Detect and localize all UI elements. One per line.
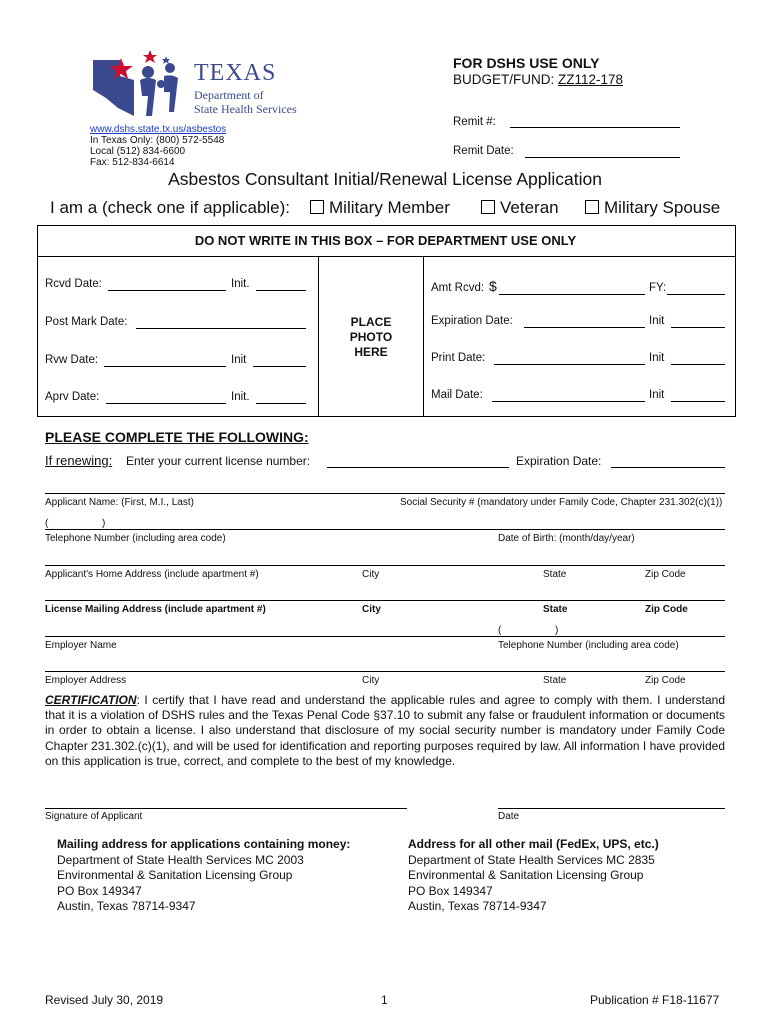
post-mark-field[interactable]: [136, 328, 306, 329]
photo-label-3: HERE: [354, 345, 388, 359]
photo-label-2: PHOTO: [349, 330, 393, 344]
expiration-date-field[interactable]: [524, 327, 645, 328]
mail-other-line: Department of State Health Services MC 2835: [408, 852, 655, 867]
aprv-init-field[interactable]: [256, 403, 306, 404]
mailing-city-label: City: [362, 604, 381, 615]
dshs-use-title: FOR DSHS USE ONLY: [453, 55, 600, 71]
employer-state-label: State: [543, 675, 567, 686]
employer-address-field[interactable]: [45, 671, 725, 672]
rcvd-date-label: Rcvd Date:: [45, 278, 102, 290]
checkbox-military-spouse[interactable]: [585, 198, 720, 218]
fax-number: Fax: 512-834-6614: [90, 157, 175, 168]
checkbox-icon[interactable]: [481, 200, 495, 214]
telephone-label: Telephone Number (including area code): [45, 533, 226, 544]
mail-init-field[interactable]: [671, 401, 725, 402]
rvw-date-label: Rvw Date:: [45, 354, 99, 366]
mail-money-line: Environmental & Sanitation Licensing Group: [57, 868, 293, 882]
certification-paragraph: [45, 693, 725, 769]
mailing-address-label: License Mailing Address (include apartment #): [45, 604, 266, 615]
signature-field[interactable]: [45, 808, 407, 809]
applicant-name-field[interactable]: [45, 493, 725, 494]
employer-name-field[interactable]: [45, 636, 725, 637]
date-label: Date: [498, 811, 520, 822]
post-mark-label: Post Mark Date:: [45, 316, 128, 328]
employer-zip-label: Zip Code: [645, 675, 686, 686]
rvw-init-field[interactable]: [253, 366, 306, 367]
dshs-logo: [90, 46, 320, 120]
logo-dept-line2: State Health Services: [194, 102, 297, 116]
ssn-label: Social Security # (mandatory under Family Code, Chapter 231.302(c)(1)): [400, 497, 723, 508]
amt-rcvd-label: Amt Rcvd:: [431, 282, 485, 294]
home-address-field[interactable]: [45, 565, 725, 566]
form-title: Asbestos Consultant Initial/Renewal License Application: [168, 169, 602, 189]
certification-text: : I certify that I have read and understand the applicable rules and agree to comply with them. I understand that it is a violation of DSHS rules and the Texas Penal Code §37.10 to submit any false or fraudulent information or documents in order to obtain a license. I also understand that disclosure of my social security number is mandatory under Family Code Chapter 231.302.(c)(1), and will be used for identification and reporting purposes required by law. All information I have provided on this application is true, correct, and complete to the best of my knowledge.: [45, 693, 725, 768]
phone-paren-open: (: [45, 518, 49, 529]
employer-phone-paren-open: (: [498, 625, 502, 636]
page-number: 1: [381, 993, 388, 1007]
complete-heading: PLEASE COMPLETE THE FOLLOWING:: [45, 429, 309, 445]
mailing-zip-label: Zip Code: [645, 604, 688, 615]
telephone-field[interactable]: [45, 529, 725, 530]
date-field[interactable]: [498, 808, 725, 809]
mail-date-label: Mail Date:: [431, 389, 483, 401]
dob-label: Date of Birth: (month/day/year): [498, 533, 635, 544]
rcvd-init-label: Init.: [231, 278, 250, 290]
print-date-label: Print Date:: [431, 352, 486, 364]
in-texas-phone: In Texas Only: (800) 572-5548: [90, 135, 225, 146]
rcvd-date-field[interactable]: [108, 290, 226, 291]
remit-field[interactable]: [510, 127, 680, 128]
rcvd-init-field[interactable]: [256, 290, 306, 291]
employer-address-label: Employer Address: [45, 675, 127, 686]
remit-date-field[interactable]: [525, 157, 680, 158]
phone-paren-close: ): [102, 518, 106, 529]
mailing-state-label: State: [543, 604, 568, 615]
employer-phone-paren-close: ): [555, 625, 559, 636]
checkbox-icon[interactable]: [585, 200, 599, 214]
mail-other-line: PO Box 149347: [408, 883, 493, 898]
employer-city-label: City: [362, 675, 380, 686]
employer-name-label: Employer Name: [45, 640, 117, 651]
logo-texas-text: TEXAS: [194, 60, 277, 86]
mail-money-block: [57, 837, 350, 915]
mail-date-field[interactable]: [492, 401, 645, 402]
mail-money-title: Mailing address for applications containing money:: [57, 837, 351, 851]
revised-date: Revised July 30, 2019: [45, 993, 164, 1007]
veteran-label: Veteran: [500, 198, 559, 217]
mail-other-line: Environmental & Sanitation Licensing Group: [408, 868, 644, 882]
office-box-header: DO NOT WRITE IN THIS BOX – FOR DEPARTMENT USE ONLY: [194, 233, 577, 248]
aprv-date-field[interactable]: [106, 403, 226, 404]
fy-label: FY:: [649, 282, 667, 294]
amt-rcvd-field[interactable]: [499, 294, 645, 295]
mail-money-line: Department of State Health Services MC 2003: [57, 852, 304, 867]
website-link[interactable]: www.dshs.state.tx.us/asbestos: [90, 124, 227, 135]
expiration-init-label: Init: [649, 315, 665, 327]
employer-telephone-label: Telephone Number (including area code): [498, 640, 679, 651]
renew-expiration-label: Expiration Date:: [516, 454, 602, 468]
signature-label: Signature of Applicant: [45, 811, 143, 822]
home-state-label: State: [543, 569, 567, 580]
print-init-label: Init: [649, 352, 665, 364]
budget-value: ZZ112-178: [558, 72, 624, 87]
renew-prompt: Enter your current license number:: [126, 454, 311, 468]
expiration-date-label: Expiration Date:: [431, 315, 513, 327]
aprv-init-label: Init.: [231, 391, 250, 403]
mail-money-line: PO Box 149347: [57, 883, 142, 898]
renew-expiration-field[interactable]: [611, 467, 725, 468]
expiration-init-field[interactable]: [671, 327, 725, 328]
mail-other-block: [408, 837, 659, 915]
print-date-field[interactable]: [494, 364, 645, 365]
home-city-label: City: [362, 569, 380, 580]
rvw-date-field[interactable]: [104, 366, 226, 367]
remit-label: Remit #:: [453, 116, 496, 128]
rvw-init-label: Init: [231, 354, 247, 366]
applicant-name-label: Applicant Name: (First, M.I., Last): [45, 497, 194, 508]
remit-date-label: Remit Date:: [453, 145, 514, 157]
checkbox-icon[interactable]: [310, 200, 324, 214]
certification-label: CERTIFICATION: [45, 693, 137, 707]
photo-label-1: PLACE: [350, 315, 392, 329]
budget-fund: [453, 72, 623, 87]
checkbox-veteran[interactable]: [481, 198, 559, 218]
publication-number: Publication # F18-11677: [590, 993, 720, 1007]
status-prompt: I am a (check one if applicable):: [50, 198, 291, 217]
license-number-field[interactable]: [327, 467, 509, 468]
aprv-date-label: Aprv Date:: [45, 391, 100, 403]
texas-logo-icon: [90, 46, 200, 120]
logo-dept-line1: Department of: [194, 88, 264, 102]
print-init-field[interactable]: [671, 364, 725, 365]
military-spouse-label: Military Spouse: [604, 198, 721, 217]
local-phone: Local (512) 834-6600: [90, 146, 186, 157]
mail-init-label: Init: [649, 389, 665, 401]
dollar-sign: $: [489, 278, 497, 294]
checkbox-military-member[interactable]: [310, 198, 450, 218]
fy-field[interactable]: [667, 294, 725, 295]
if-renewing-label: If renewing:: [45, 453, 113, 468]
home-zip-label: Zip Code: [645, 569, 686, 580]
home-address-label: Applicant's Home Address (include apartment #): [45, 569, 259, 580]
mail-other-line: Austin, Texas 78714-9347: [408, 899, 547, 913]
budget-label: BUDGET/FUND:: [453, 72, 555, 87]
military-member-label: Military Member: [329, 198, 450, 217]
mailing-address-field[interactable]: [45, 600, 725, 601]
mail-other-title: Address for all other mail (FedEx, UPS, etc.): [408, 837, 659, 851]
mail-money-line: Austin, Texas 78714-9347: [57, 899, 196, 913]
